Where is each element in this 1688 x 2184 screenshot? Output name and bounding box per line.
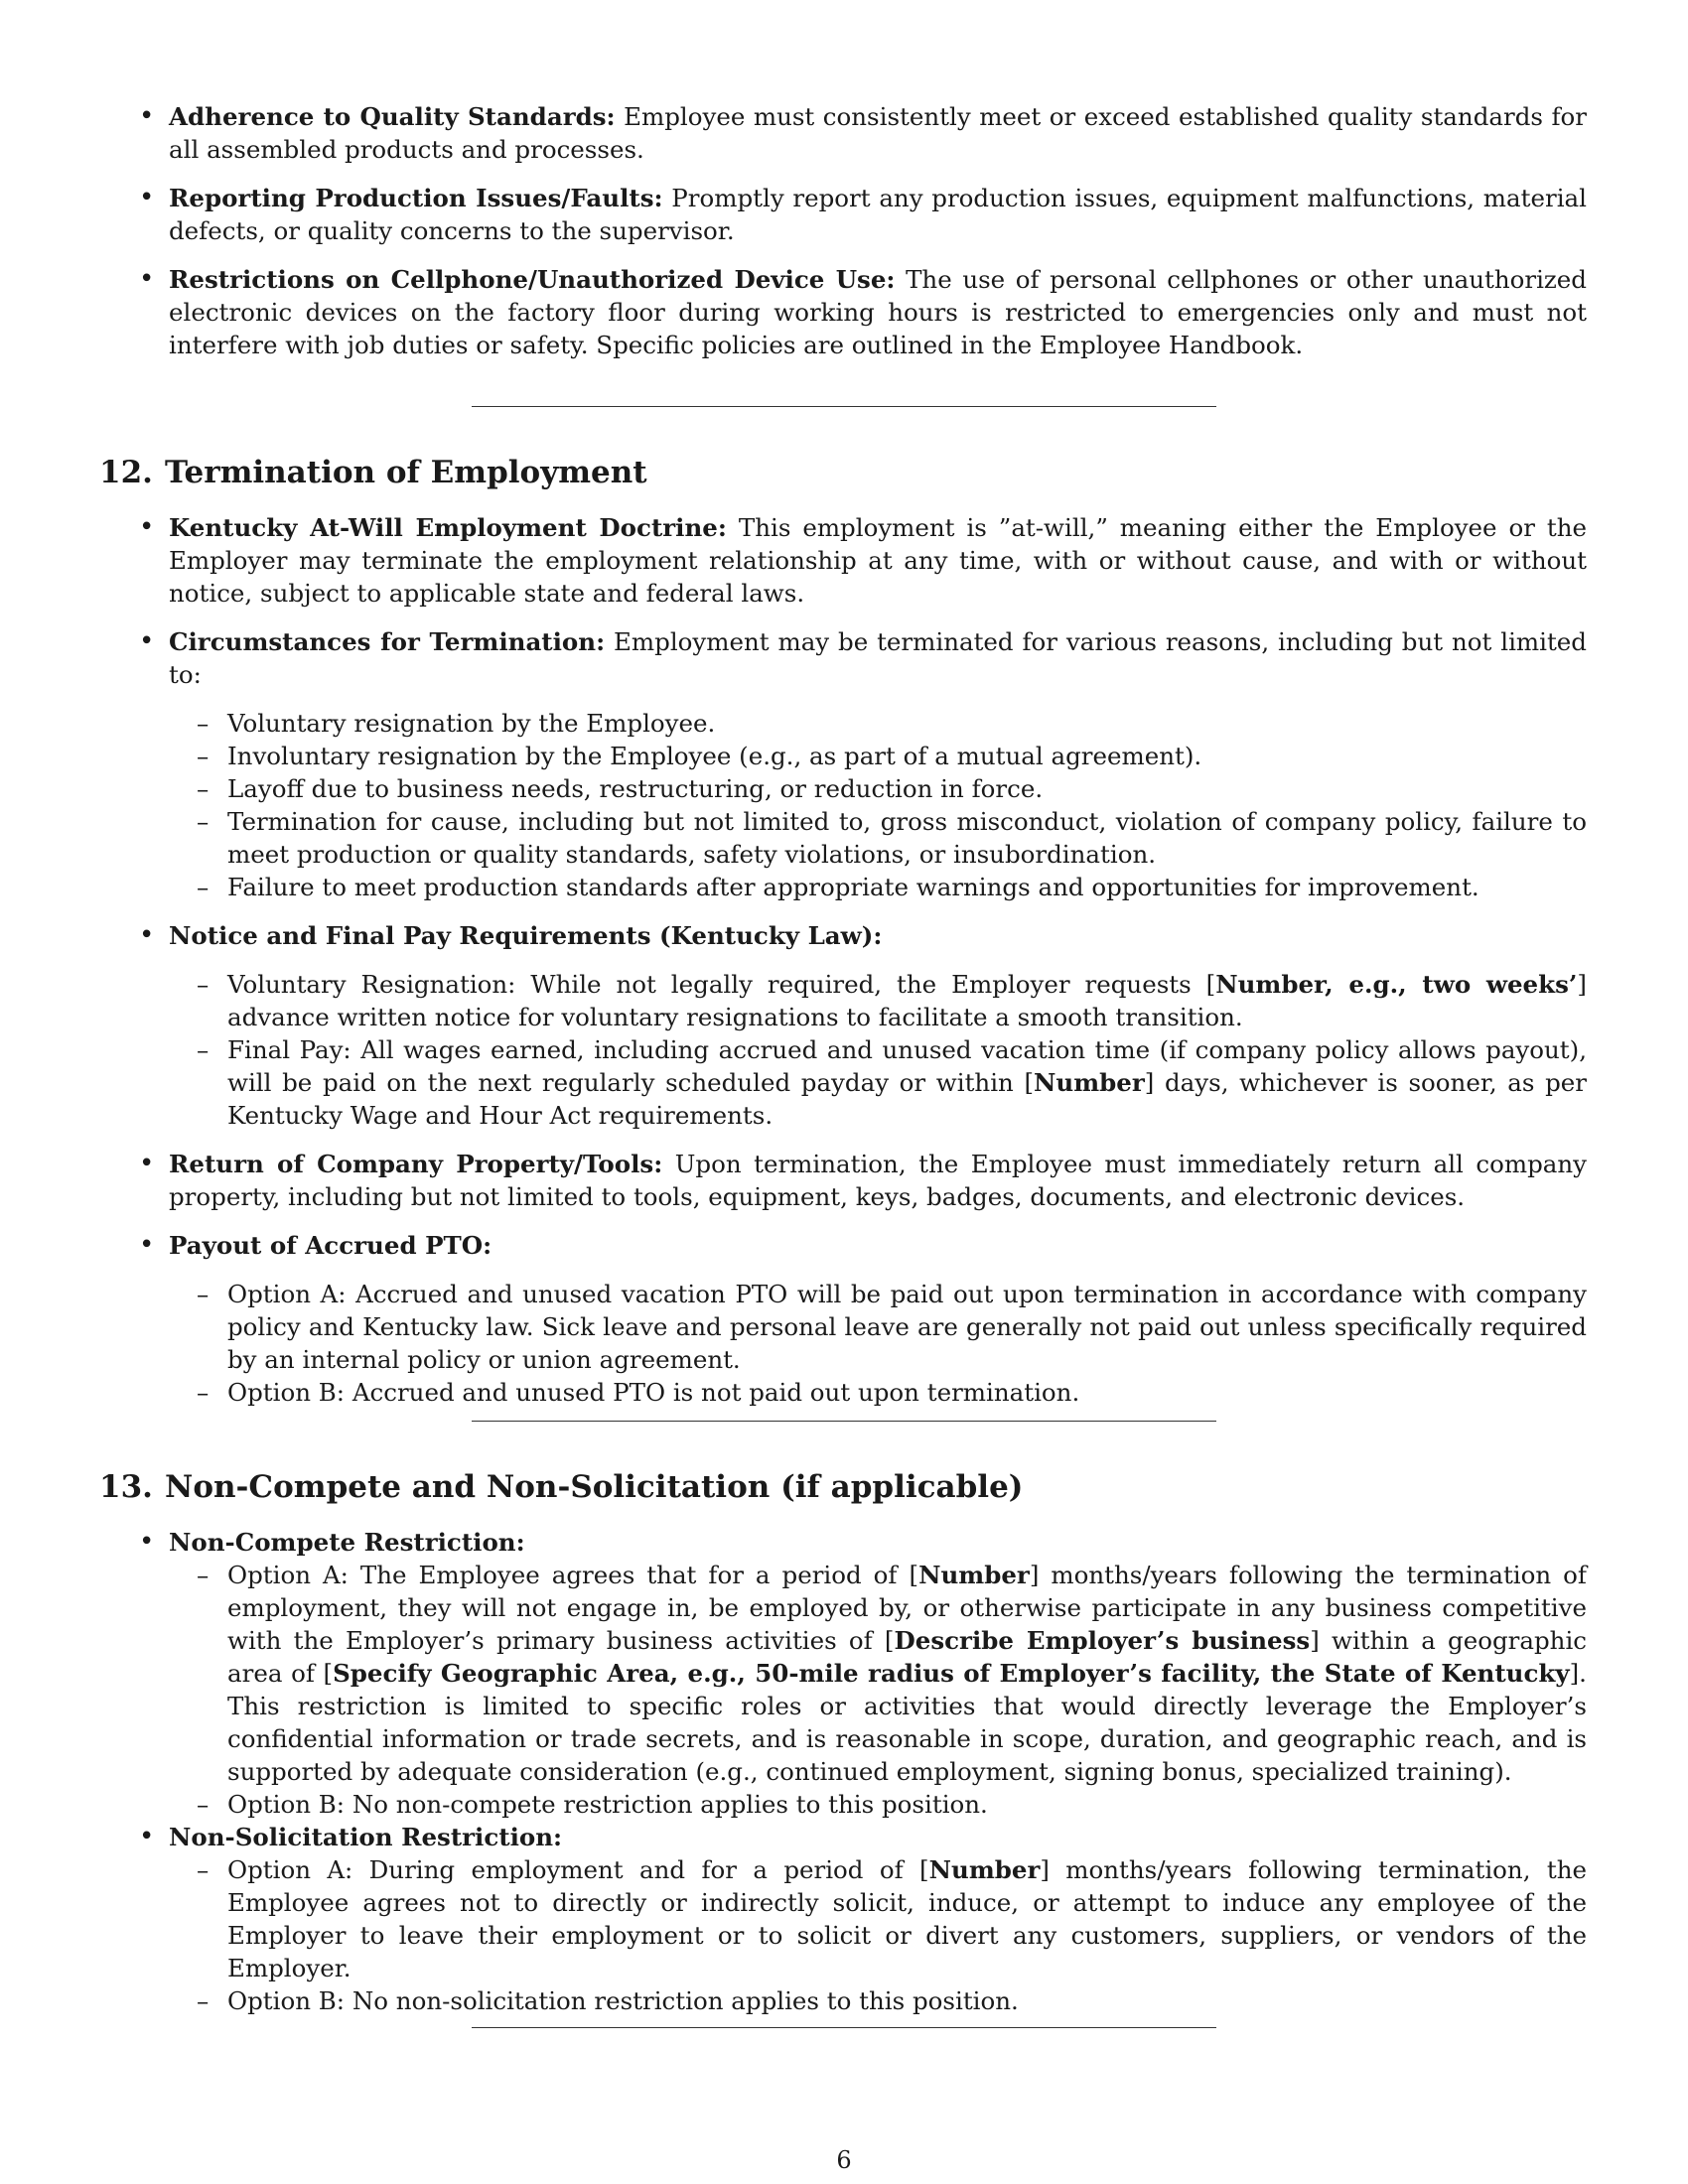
text-run: ] advance written notice for voluntary resignations to facilitate a smooth transition. — [227, 970, 1587, 1031]
section-title: Termination of Employment — [165, 455, 647, 490]
bullet-label: Notice and Final Pay Requirements (Kentucky Law): — [169, 921, 883, 950]
text-run: ] months/years following the termination of employment, they will not engage in, be employed by, or otherwise participate in any business competitive with the Employer’s primary business activities of [ — [227, 1561, 1587, 1655]
section-number: 13. — [99, 1469, 153, 1505]
bullet-label: Non-Compete Restriction: — [169, 1528, 525, 1557]
placeholder-text: Number — [928, 1855, 1041, 1884]
section-title: Non-Compete and Non-Solicitation (if applicable) — [165, 1469, 1024, 1505]
list-item — [99, 1148, 1587, 1213]
sub-item: – Voluntary resignation by the Employee. — [99, 707, 1587, 740]
text-run: Option A: The Employee agrees that for a period of [ — [227, 1561, 919, 1589]
text-run: ] within a geographic area of [ — [227, 1626, 1588, 1688]
bullet-label: Reporting Production Issues/Faults: — [169, 184, 663, 212]
placeholder-text: Specify Geographic Area, e.g., 50-mile radius of Employer’s facility, the State of Kentucky — [333, 1659, 1570, 1688]
list-item — [99, 1821, 1587, 1853]
bullet-text: Employment may be terminated for various reasons, including but not limited to: — [169, 627, 1587, 689]
sub-item — [99, 968, 1587, 1033]
sub-item: – Option B: Accrued and unused PTO is not paid out upon termination. — [99, 1376, 1587, 1409]
bullet-text: The use of personal cellphones or other unauthorized electronic devices on the factory floor during working hours is restricted to emergencies only and must not interfere with job duties or safety. Specific policies are outlined in the Employee Handbook. — [169, 265, 1587, 359]
text-run: ]. This restriction is limited to specific roles or activities that would directly leverage the Employer’s confidential information or trade secrets, and is reasonable in scope, duration, and geographic reach, and is supported by adequate consideration (e.g., continued employment, signing bonus, specialized training). — [227, 1659, 1587, 1786]
sub-list — [99, 968, 1587, 1132]
text-run: Final Pay: All wages earned, including accrued and unused vacation time (if company policy allows payout), will be paid on the next regularly scheduled payday or within [ — [227, 1035, 1587, 1097]
sub-list — [99, 1278, 1587, 1409]
bullet-text: This employment is ”at-will,” meaning either the Employee or the Employer may terminate the employment relationship at any time, with or without cause, and with or without notice, subject to applicable state and federal laws. — [169, 513, 1587, 608]
text-run: ] months/years following termination, the Employee agrees not to directly or indirectly solicit, induce, or attempt to induce any employee of the Employer to leave their employment or to solicit or divert any customers, suppliers, or vendors of the Employer. — [227, 1855, 1587, 1982]
sub-item — [99, 1559, 1587, 1788]
placeholder-text: Number — [1034, 1068, 1145, 1097]
section-divider — [472, 1421, 1216, 1422]
page-number: 6 — [836, 2146, 852, 2174]
placeholder-text: Describe Employer’s business — [894, 1626, 1311, 1655]
text-run: Option A: During employment and for a period of [ — [227, 1855, 929, 1884]
section-heading-13 — [99, 1467, 1023, 1507]
bullet-text: Upon termination, the Employee must immediately return all company property, including but not limited to tools, equipment, keys, badges, documents, and electronic devices. — [169, 1150, 1587, 1211]
bullet-label: Return of Company Property/Tools: — [169, 1150, 663, 1178]
list-item — [99, 511, 1587, 610]
section-divider — [472, 406, 1216, 407]
sub-list — [99, 1559, 1587, 1821]
bullet-label: Non-Solicitation Restriction: — [169, 1823, 563, 1851]
bullet-label: Kentucky At-Will Employment Doctrine: — [169, 513, 727, 542]
list-item — [99, 263, 1587, 361]
sub-list — [99, 1853, 1587, 2017]
list-item — [99, 1526, 1587, 1559]
section-heading-12 — [99, 453, 647, 492]
sub-item: – Layoff due to business needs, restructuring, or reduction in force. — [99, 772, 1587, 805]
sub-item: – Option B: No non-solicitation restriction applies to this position. — [99, 1984, 1587, 2017]
sub-list — [99, 707, 1587, 903]
text-run: Voluntary Resignation: While not legally required, the Employer requests [ — [227, 970, 1216, 999]
sub-item: – Option A: Accrued and unused vacation PTO will be paid out upon termination in accordance with company policy and Kentucky law. Sick leave and personal leave are generally not paid out unless specifically required by an internal policy or union agreement. — [99, 1278, 1587, 1376]
sub-item — [99, 1853, 1587, 1984]
list-item — [99, 182, 1587, 247]
section-divider — [472, 2027, 1216, 2028]
text-run: ] days, whichever is sooner, as per Kentucky Wage and Hour Act requirements. — [227, 1068, 1587, 1130]
bullet-label: Adherence to Quality Standards: — [169, 102, 616, 131]
bullet-label: Circumstances for Termination: — [169, 627, 606, 656]
placeholder-text: Number — [918, 1561, 1030, 1589]
sub-item: – Option B: No non-compete restriction applies to this position. — [99, 1788, 1587, 1821]
sub-item — [99, 1033, 1587, 1132]
section-12-body — [99, 511, 1587, 1409]
bullet-label: Payout of Accrued PTO: — [169, 1231, 492, 1260]
placeholder-text: Number, e.g., two weeks’ — [1215, 970, 1578, 999]
section-13-body — [99, 1526, 1587, 2017]
list-item — [99, 100, 1587, 166]
bullet-text: Employee must consistently meet or exceed established quality standards for all assembled products and processes. — [169, 102, 1587, 164]
section-number: 12. — [99, 455, 153, 490]
list-item — [99, 919, 1587, 952]
list-item — [99, 1229, 1587, 1262]
top-bullet-list — [99, 100, 1587, 361]
bullet-label: Restrictions on Cellphone/Unauthorized Device Use: — [169, 265, 896, 294]
sub-item: – Termination for cause, including but not limited to, gross misconduct, violation of company policy, failure to meet production or quality standards, safety violations, or insubordination. — [99, 805, 1587, 871]
sub-item: – Involuntary resignation by the Employee (e.g., as part of a mutual agreement). — [99, 740, 1587, 772]
list-item — [99, 625, 1587, 691]
bullet-text: Promptly report any production issues, equipment malfunctions, material defects, or quality concerns to the supervisor. — [169, 184, 1587, 245]
sub-item: – Failure to meet production standards after appropriate warnings and opportunities for improvement. — [99, 871, 1587, 903]
